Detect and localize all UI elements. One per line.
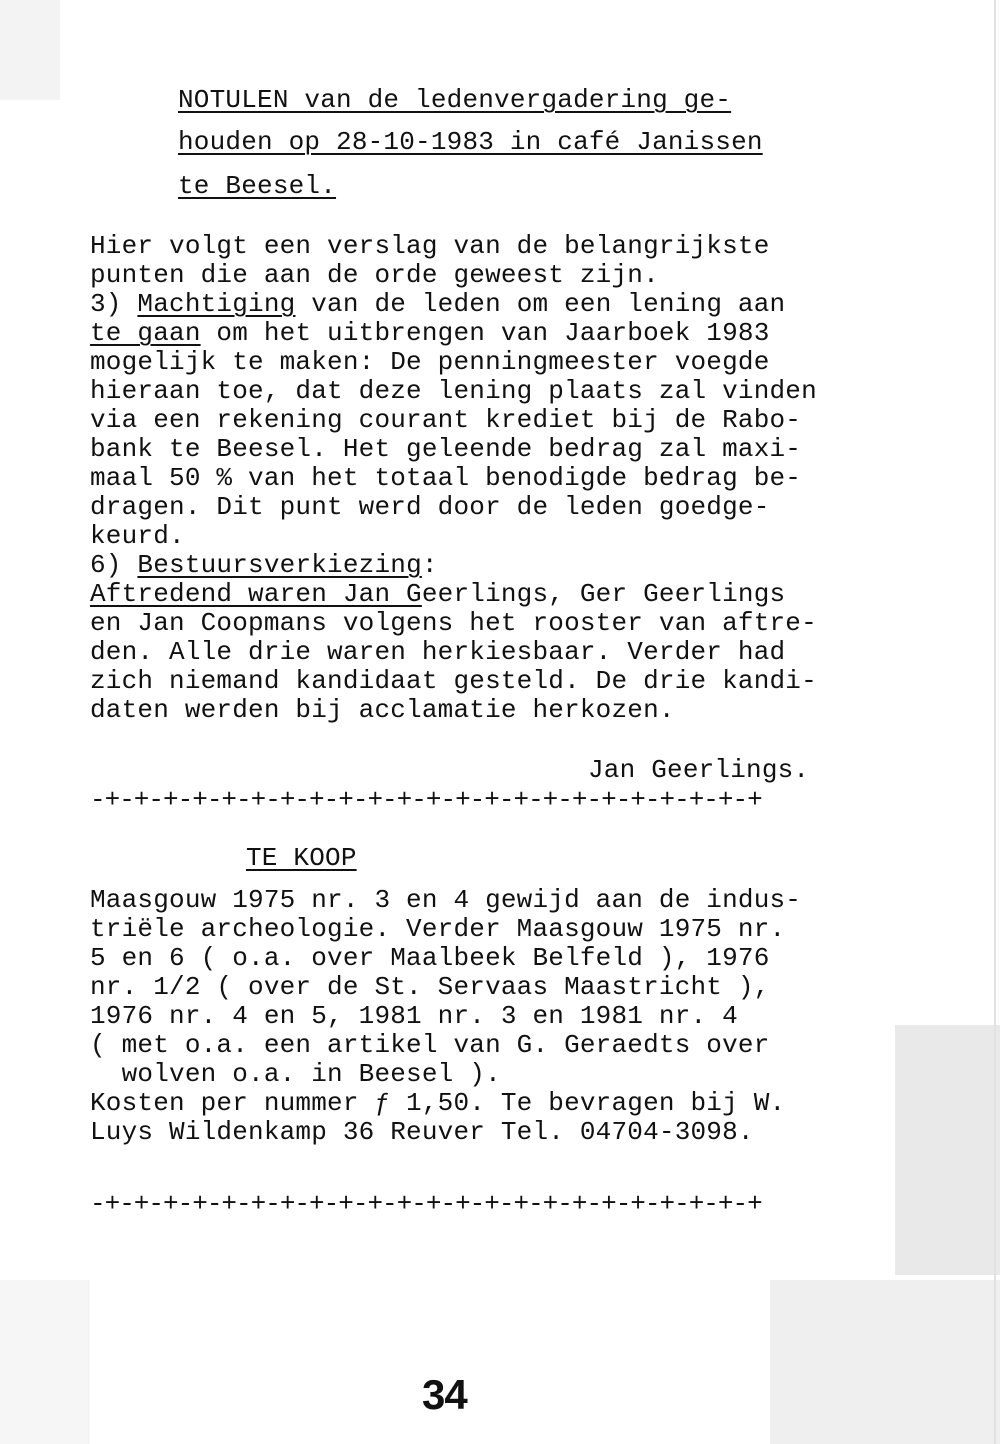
for-sale-line: wolven o.a. in Beesel ).	[90, 1059, 501, 1089]
for-sale-line: Luys Wildenkamp 36 Reuver Tel. 04704-3098.	[90, 1117, 754, 1147]
scan-shade	[0, 1280, 90, 1444]
for-sale-line: 5 en 6 ( o.a. over Maalbeek Belfeld ), 1976	[90, 943, 770, 973]
item-3-line: via een rekening courant krediet bij de Rabo-	[90, 405, 802, 435]
item-6-line: den. Alle drie waren herkiesbaar. Verder had	[90, 637, 786, 667]
intro-line: punten die aan de orde geweest zijn.	[90, 260, 659, 290]
item-3-first-line	[90, 290, 785, 319]
signature: Jan Geerlings.	[588, 755, 810, 785]
intro-line: Hier volgt een verslag van de belangrijkste	[90, 231, 770, 261]
for-sale-line: Maasgouw 1975 nr. 3 en 4 gewijd aan de indus-	[90, 885, 802, 915]
page-edge	[994, 0, 996, 1444]
item-3-second-line	[90, 319, 770, 348]
item-6-line: zich niemand kandidaat gesteld. De drie kandi-	[90, 666, 817, 696]
for-sale-line: 1976 nr. 4 en 5, 1981 nr. 3 en 1981 nr. 4	[90, 1001, 738, 1031]
item-3-line: keurd.	[90, 521, 185, 551]
item-6-first-line	[90, 551, 438, 580]
item-text: eerlings, Ger Geerlings	[421, 579, 786, 609]
for-sale-line: nr. 1/2 ( over de St. Servaas Maastricht ),	[90, 972, 770, 1002]
document-title-line-1: NOTULEN van de ledenvergadering ge-	[178, 85, 732, 115]
for-sale-line: ( met o.a. een artikel van G. Geraedts over	[90, 1030, 770, 1060]
separator-line: -+-+-+-+-+-+-+-+-+-+-+-+-+-+-+-+-+-+-+-+-+-+-+	[90, 1189, 762, 1219]
item-text: van de leden om een lening aan	[295, 289, 786, 319]
page-number: 34	[422, 1371, 467, 1418]
item-number: 6)	[90, 550, 122, 580]
item-6-line: en Jan Coopmans volgens het rooster van aftre-	[90, 608, 817, 638]
item-6-line: daten werden bij acclamatie herkozen.	[90, 695, 675, 725]
item-3-line: dragen. Dit punt werd door de leden goedge-	[90, 492, 770, 522]
for-sale-line: triële archeologie. Verder Maasgouw 1975 nr.	[90, 914, 786, 944]
item-3-line: maal 50 % van het totaal benodigde bedrag be-	[90, 463, 802, 493]
item-heading: Bestuursverkiezing	[137, 550, 422, 580]
scan-shade	[895, 1025, 1000, 1275]
item-heading: Machtiging	[137, 289, 296, 319]
item-heading-suffix: :	[421, 550, 438, 580]
separator-line: -+-+-+-+-+-+-+-+-+-+-+-+-+-+-+-+-+-+-+-+-+-+-+	[90, 785, 762, 815]
scan-shade	[0, 0, 60, 100]
item-6-second-line	[90, 580, 785, 609]
document-title-line-2: houden op 28-10-1983 in café Janissen	[178, 127, 763, 157]
document-title-line-3: te Beesel.	[178, 171, 337, 201]
item-3-line: hieraan toe, dat deze lening plaats zal vinden	[90, 376, 817, 406]
item-text-underlined: te gaan	[90, 318, 201, 348]
for-sale-heading: TE KOOP	[246, 843, 357, 873]
item-3-line: bank te Beesel. Het geleende bedrag zal maxi-	[90, 434, 802, 464]
for-sale-line: Kosten per nummer ƒ 1,50. Te bevragen bij W.	[90, 1088, 786, 1118]
item-text-underlined: Aftredend waren Jan G	[90, 579, 422, 609]
item-text: om het uitbrengen van Jaarboek 1983	[200, 318, 770, 348]
scan-shade	[770, 1280, 1000, 1444]
item-number: 3)	[90, 289, 122, 319]
item-3-line: mogelijk te maken: De penningmeester voegde	[90, 347, 770, 377]
